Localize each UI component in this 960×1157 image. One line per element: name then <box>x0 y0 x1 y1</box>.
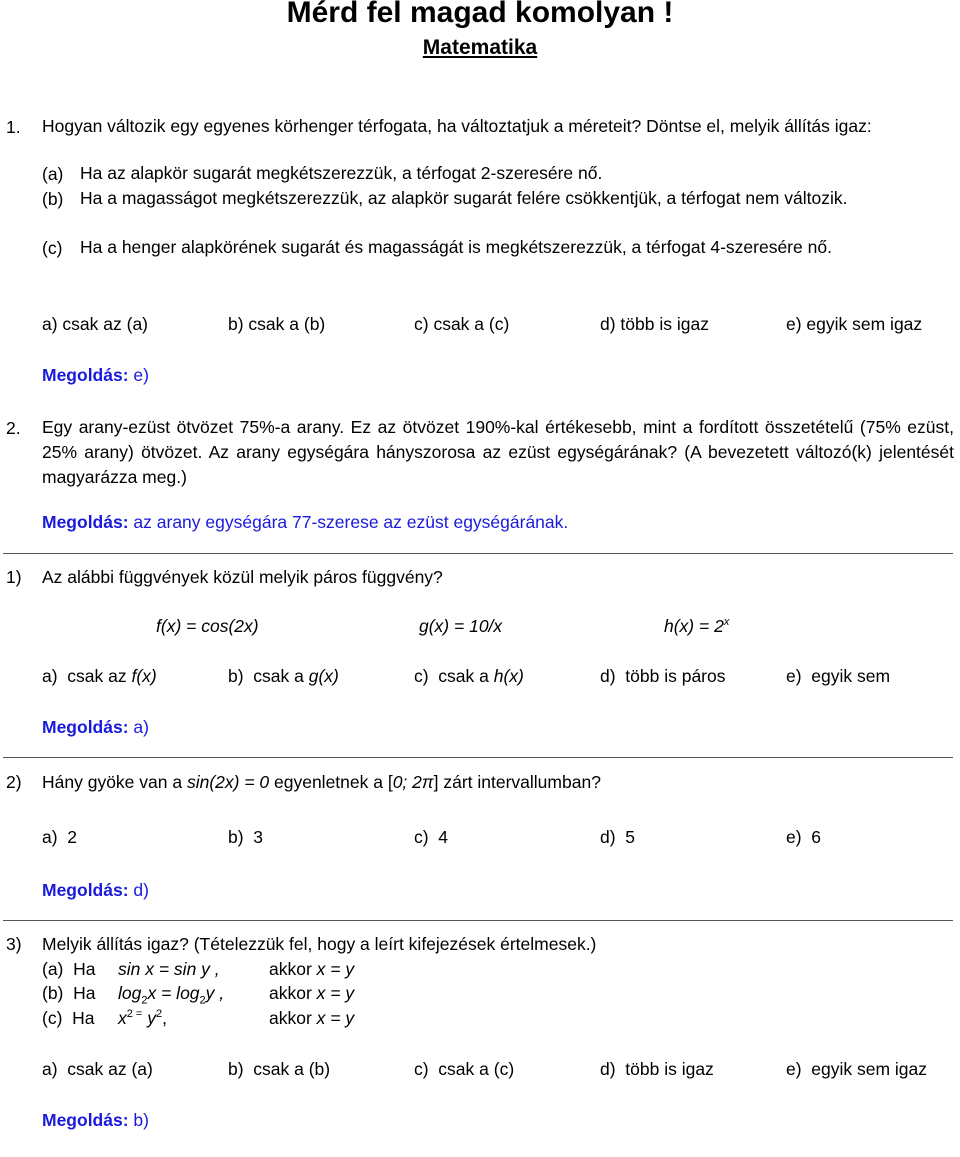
solution-value: e) <box>133 365 149 385</box>
question-text: Hány gyöke van a sin(2x) = 0 egyenletnek a [0; 2π] zárt intervallumban? <box>42 772 601 792</box>
solution <box>42 365 149 385</box>
function-h: $h(x) = 2^x$ <box>664 616 730 636</box>
solution-value: b) <box>133 1110 149 1130</box>
statement-label: (a) <box>42 164 64 184</box>
answer-option[interactable]: c) csak a (c) <box>414 1059 515 1079</box>
solution-value: az arany egységára 77-szerese az ezüst egységárának. <box>133 512 569 532</box>
solution-value: d) <box>133 880 149 900</box>
page-subtitle: Matematika <box>422 36 538 59</box>
divider <box>3 553 953 554</box>
question-text: Melyik állítás igaz? (Tételezzük fel, hogy a leírt kifejezések értelmesek.) <box>42 934 597 954</box>
solution <box>42 880 149 900</box>
statement-label: (c) <box>42 238 63 258</box>
answer-option[interactable]: d) több is páros <box>600 666 726 686</box>
answer-option[interactable]: c) csak a h(x) <box>414 666 524 686</box>
solution <box>42 1110 149 1130</box>
answer-option[interactable]: e) egyik sem <box>786 666 891 686</box>
solution-label: Megoldás: <box>42 1110 129 1130</box>
solution <box>42 717 149 737</box>
answer-option[interactable]: c) 4 <box>414 827 449 847</box>
answer-option[interactable]: a) 2 <box>42 827 78 847</box>
statement-label: (b) Ha <box>42 983 96 1003</box>
answer-option[interactable]: b) 3 <box>228 827 264 847</box>
solution-label: Megoldás: <box>42 717 129 737</box>
statement-text: Ha az alapkör sugarát megkétszerezzük, a térfogat 2-szeresére nő. <box>80 163 603 183</box>
function-f: f(x) = cos(2x) <box>156 616 259 636</box>
answer-option[interactable]: b) csak a (b) <box>228 314 326 334</box>
answer-option[interactable]: d) 5 <box>600 827 636 847</box>
answer-option[interactable]: a) csak az (a) <box>42 1059 153 1079</box>
answer-option[interactable]: b) csak a (b) <box>228 1059 331 1079</box>
answer-option[interactable]: c) csak a (c) <box>414 314 510 334</box>
question-number: 3) <box>6 934 22 954</box>
statement-expression: $x^{2 =}$ $y^2$, <box>118 1008 167 1028</box>
statement-label: (c) Ha <box>42 1008 95 1028</box>
solution-label: Megoldás: <box>42 365 129 385</box>
question-text: Egy arany-ezüst ötvözet 75%-a arany. Ez az ötvözet 190%-kal értékesebb, mint a fordított összetételű (75% ezüst, 25% arany) ötvözet. Az arany egységára hányszorosa az ezüst egységárának? (A bevezetett változó(k) jelentését magyarázza meg.) <box>42 417 954 487</box>
page-title: Mérd fel magad komolyan ! <box>286 0 674 29</box>
answer-option[interactable]: a) csak az f(x) <box>42 666 157 686</box>
statement-text: Ha a magasságot megkétszerezzük, az alapkör sugarát felére csökkentjük, a térfogat nem változik. <box>80 188 848 208</box>
divider <box>3 757 953 758</box>
divider <box>3 920 953 921</box>
solution <box>42 512 568 532</box>
answer-option[interactable]: e) egyik sem igaz <box>786 314 923 334</box>
answer-option[interactable]: e) 6 <box>786 827 822 847</box>
question-number: 2. <box>6 418 21 438</box>
statement-text: Ha a henger alapkörének sugarát és magasságát is megkétszerezzük, a térfogat 4-szeresére nő. <box>80 237 832 257</box>
answer-option[interactable]: a) csak az (a) <box>42 314 148 334</box>
solution-label: Megoldás: <box>42 880 129 900</box>
statement-consequence: akkor x = y <box>269 959 355 979</box>
question-text: Hogyan változik egy egyenes körhenger térfogata, ha változtatjuk a méreteit? Döntse el, melyik állítás igaz: <box>42 116 872 136</box>
statement-label: (b) <box>42 189 64 209</box>
statement-expression: $\log_2x = \log_2y$ , <box>118 983 225 1007</box>
answer-option[interactable]: b) csak a g(x) <box>228 666 339 686</box>
answer-option[interactable]: d) több is igaz <box>600 314 709 334</box>
statement-consequence: akkor x = y <box>269 1008 355 1028</box>
question-number: 2) <box>6 772 22 792</box>
question-number: 1) <box>6 567 22 587</box>
solution-value: a) <box>133 717 149 737</box>
statement-consequence: akkor x = y <box>269 983 355 1003</box>
answer-option[interactable]: d) több is igaz <box>600 1059 714 1079</box>
statement-expression: sin x = sin y , <box>118 959 220 979</box>
question-number: 1. <box>6 117 21 137</box>
statement-label: (a) Ha <box>42 959 96 979</box>
function-g: g(x) = 10/x <box>419 616 503 636</box>
answer-option[interactable]: e) egyik sem igaz <box>786 1059 928 1079</box>
question-text: Az alábbi függvények közül melyik páros függvény? <box>42 567 443 587</box>
solution-label: Megoldás: <box>42 512 129 532</box>
